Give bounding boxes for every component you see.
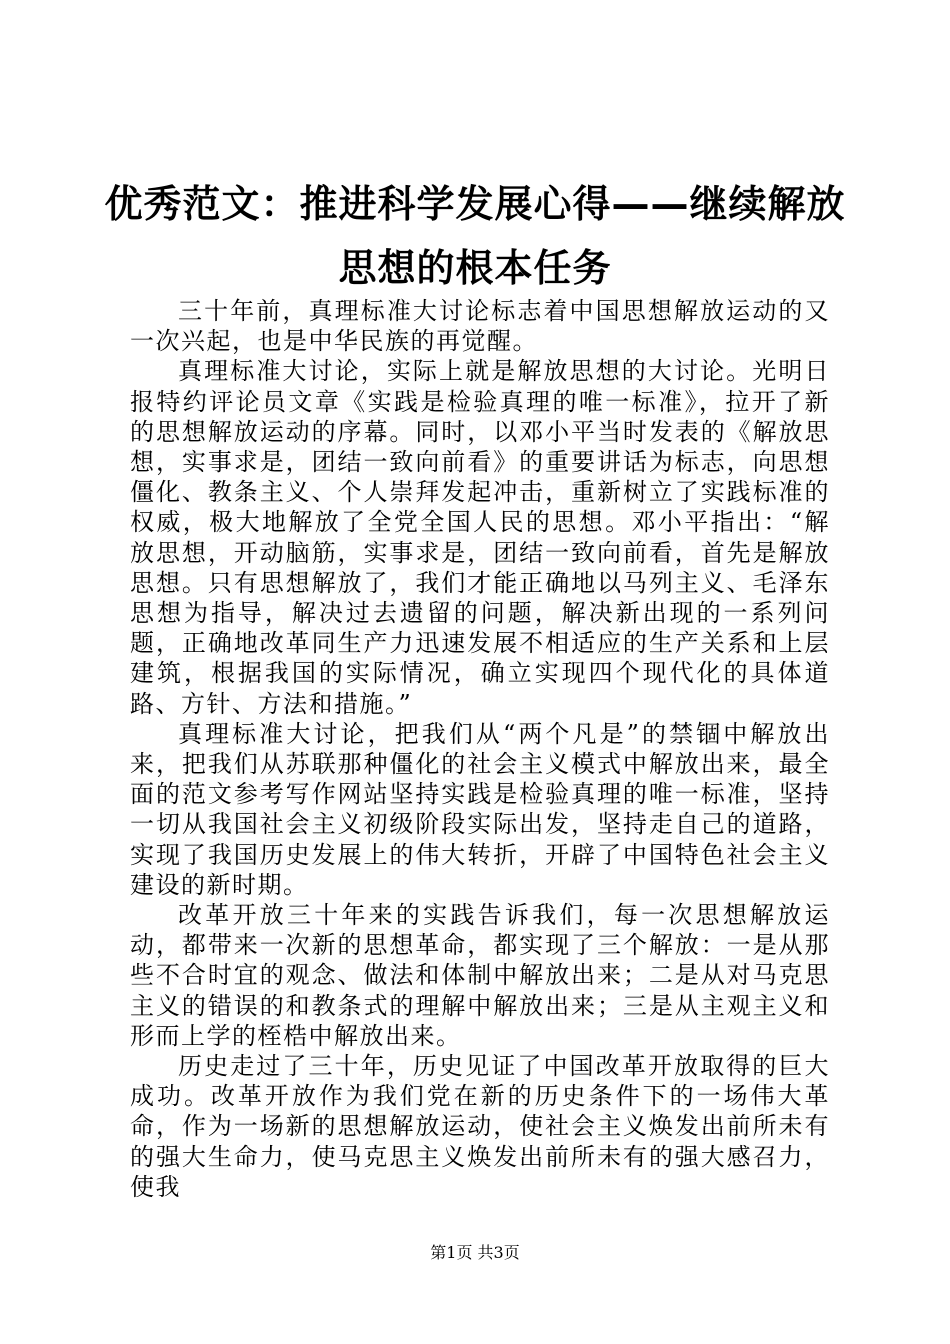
paragraph: 历史走过了三十年，历史见证了中国改革开放取得的巨大成功。改革开放作为我们党在新的历史条件下的一场伟大革命，作为一场新的思想解放运动，使社会主义焕发出前所未有的强大生命力，使马克思主义焕发出前所未有的强大感召力，使我 <box>130 1052 830 1201</box>
paragraph: 改革开放三十年来的实践告诉我们，每一次思想解放运动，都带来一次新的思想革命，都实现了三个解放：一是从那些不合时宜的观念、做法和体制中解放出来；二是从对马克思主义的错误的和教条式的理解中解放出来；三是从主观主义和形而上学的桎梏中解放出来。 <box>130 901 830 1050</box>
document-title: 优秀范文：推进科学发展心得——继续解放思想的根本任务 <box>104 182 846 290</box>
page-number-footer: 第1页 共3页 <box>430 1243 520 1262</box>
paragraph: 真理标准大讨论，把我们从“两个凡是”的禁锢中解放出来，把我们从苏联那种僵化的社会主义模式中解放出来，最全面的范文参考写作网站坚持实践是检验真理的唯一标准，坚持一切从我国社会主义初级阶段实际出发，坚持走自己的道路，实现了我国历史发展上的伟大转折，开辟了中国特色社会主义建设的新时期。 <box>130 719 830 899</box>
document-body <box>130 296 830 1202</box>
paragraph: 三十年前，真理标准大讨论标志着中国思想解放运动的又一次兴起，也是中华民族的再觉醒。 <box>130 297 830 356</box>
paragraph: 真理标准大讨论，实际上就是解放思想的大讨论。光明日报特约评论员文章《实践是检验真理的唯一标准》，拉开了新的思想解放运动的序幕。同时，以邓小平当时发表的《解放思想，实事求是，团结一致向前看》的重要讲话为标志，向思想僵化、教条主义、个人崇拜发起冲击，重新树立了实践标准的权威，极大地解放了全党全国人民的思想。邓小平指出：“解放思想，开动脑筋，实事求是，团结一致向前看，首先是解放思想。只有思想解放了，我们才能正确地以马列主义、毛泽东思想为指导，解决过去遗留的问题，解决新出现的一系列问题，正确地改革同生产力迅速发展不相适应的生产关系和上层建筑，根据我国的实际情况，确立实现四个现代化的具体道路、方针、方法和措施。” <box>130 357 830 718</box>
